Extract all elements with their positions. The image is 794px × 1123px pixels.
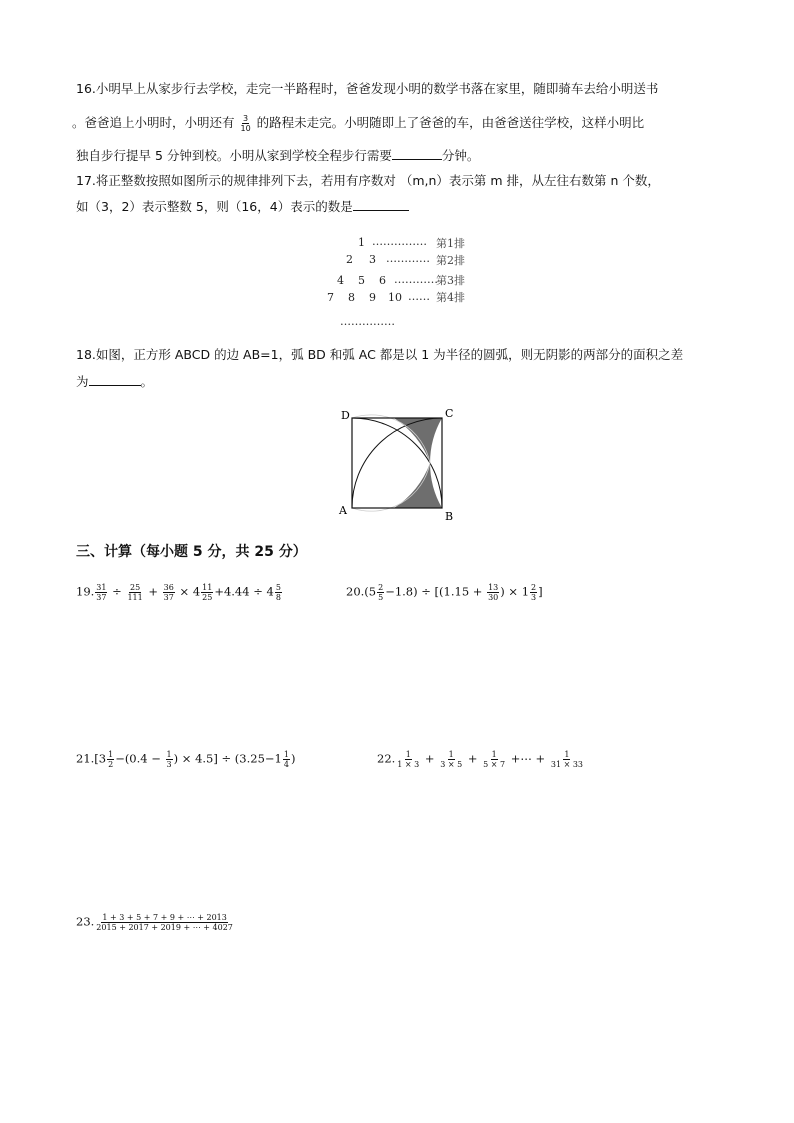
frac-den: 1 × 3 xyxy=(397,760,420,769)
frac-den: 2 xyxy=(108,760,114,769)
q16-fraction-num: 3 xyxy=(243,114,249,123)
pattern-row-label: 第4排 xyxy=(436,291,465,304)
q23-fraction xyxy=(95,913,234,932)
frac-num: 1 xyxy=(405,750,411,759)
pattern-number: 6 xyxy=(379,274,386,287)
q17-answer-blank xyxy=(353,198,409,211)
q17-line2 xyxy=(76,198,409,215)
pattern-row-label: 第2排 xyxy=(436,254,465,267)
q17-line2-text: 如（3，2）表示整数 5，则（16，4）表示的数是 xyxy=(76,199,353,214)
q18-line1: 18.如图，正方形 ABCD 的边 AB=1，弧 BD 和弧 AC 都是以 1 为半径的圆弧，则无阴影的两部分的面积之差 xyxy=(76,347,684,362)
frac-den: 5 xyxy=(378,593,384,602)
frac-den: 2015 + 2017 + 2019 + ⋯ + 4027 xyxy=(96,923,233,932)
pattern-number: 1 xyxy=(358,236,365,249)
q20-mixed1 xyxy=(377,583,384,602)
pattern-number: 5 xyxy=(358,274,365,287)
q16-line3-a: 独自步行提早 5 分钟到校。小明从家到学校全程步行需要 xyxy=(76,148,392,163)
frac-den: 4 xyxy=(283,760,289,769)
q20-frac xyxy=(487,583,499,602)
pattern-number: 4 xyxy=(337,274,344,287)
frac-den: 3 × 5 xyxy=(440,760,463,769)
q16-line3-b: 分钟。 xyxy=(441,148,480,163)
frac-den: 3 xyxy=(531,593,537,602)
mixed-whole: 4 xyxy=(192,584,201,599)
mixed-whole: 5 xyxy=(368,584,377,599)
pattern-number: 2 xyxy=(346,253,353,266)
section-heading: 三、计算（每小题 5 分，共 25 分） xyxy=(76,544,307,560)
operator: ÷ xyxy=(112,584,122,599)
q18-line2-b: 。 xyxy=(140,374,154,389)
operator-ellipsis: +⋯ + xyxy=(510,751,546,766)
label-b: B xyxy=(445,510,454,523)
frac-num: 2 xyxy=(531,583,537,592)
q16-line2-a: 。爸爸追上小明时，小明还有 xyxy=(72,115,235,130)
q19-mixed1 xyxy=(201,583,213,602)
frac-num: 13 xyxy=(488,583,499,592)
pattern-dots: …………… xyxy=(372,235,427,248)
q18-line2 xyxy=(76,373,153,390)
q21-mixed1 xyxy=(107,750,114,769)
frac-num: 1 xyxy=(448,750,454,759)
frac-num: 5 xyxy=(275,583,281,592)
q20-mixed2 xyxy=(530,583,537,602)
q21-part3: ) xyxy=(290,751,296,766)
pattern-number: 10 xyxy=(388,291,402,304)
pattern-dots: …………… xyxy=(340,315,395,328)
q21-part2: ) × 4.5] ÷ (3.25−1 xyxy=(173,751,282,766)
q21-number: 21.[3 xyxy=(76,751,107,766)
pattern-number: 8 xyxy=(348,291,355,304)
frac-den: 37 xyxy=(96,593,107,602)
pattern-dots: ………… xyxy=(386,252,430,265)
q18-line2-a: 为 xyxy=(76,374,89,389)
frac-num: 1 xyxy=(491,750,497,759)
operator: + xyxy=(467,751,478,766)
q16-fraction-den: 10 xyxy=(240,124,251,133)
frac-num: 2 xyxy=(378,583,384,592)
frac-num: 1 xyxy=(166,750,172,759)
q16-fraction xyxy=(240,114,252,133)
q20-part1: −1.8) ÷ [(1.15 + xyxy=(385,584,483,599)
q21-part1: −(0.4 − xyxy=(115,751,161,766)
operator: + xyxy=(148,584,159,599)
q23-expression xyxy=(76,913,235,932)
q19-frac2 xyxy=(126,583,143,602)
frac-num: 1 xyxy=(108,750,114,759)
label-c: C xyxy=(445,407,454,420)
q16-line3 xyxy=(76,147,479,164)
pattern-row-label: 第3排 xyxy=(436,274,465,287)
q21-expression xyxy=(76,750,295,769)
frac-num: 36 xyxy=(163,583,174,592)
frac-num: 1 + 3 + 5 + 7 + 9 + ⋯ + 2013 xyxy=(102,913,227,922)
frac-den: 25 xyxy=(202,593,213,602)
q22-number: 22. xyxy=(377,751,396,766)
q19-frac3 xyxy=(163,583,175,602)
q16-line2 xyxy=(72,114,644,133)
label-d: D xyxy=(341,409,350,422)
label-a: A xyxy=(339,504,347,517)
frac-den: 8 xyxy=(275,593,281,602)
q22-last-term xyxy=(550,750,584,769)
q23-number: 23. xyxy=(76,914,95,929)
frac-den: 30 xyxy=(488,593,499,602)
operator: × xyxy=(179,584,190,599)
pattern-number: 9 xyxy=(369,291,376,304)
q22-term xyxy=(396,750,420,769)
q16-line2-b: 的路程未走完。小明随即上了爸爸的车，由爸爸送往学校，这样小明比 xyxy=(256,115,645,130)
frac-den: 3 xyxy=(166,760,172,769)
q20-part3: ] xyxy=(538,584,543,599)
q22-term xyxy=(439,750,463,769)
pattern-dots: …… xyxy=(408,290,430,303)
square-arc-figure xyxy=(336,404,460,524)
q16-line1: 16.小明早上从家步行去学校，走完一半路程时，爸爸发现小明的数学书落在家里，随即骑车去给小明送书 xyxy=(76,81,659,96)
q21-frac xyxy=(166,750,173,769)
pattern-row-label: 第1排 xyxy=(436,237,465,250)
q17-line1: 17.将正整数按照如图所示的规律排列下去，若用有序数对 （m,n）表示第 m 排，从左往右数第 n 个数， xyxy=(76,173,660,188)
q19-frac1 xyxy=(95,583,107,602)
mixed-whole: 4 xyxy=(266,584,274,599)
q16-answer-blank xyxy=(392,147,442,160)
frac-den: 111 xyxy=(127,593,143,602)
frac-num: 11 xyxy=(202,583,213,592)
pattern-number: 3 xyxy=(369,253,376,266)
frac-num: 1 xyxy=(564,750,570,759)
frac-den: 31 × 33 xyxy=(550,760,584,769)
frac-num: 31 xyxy=(96,583,107,592)
q22-expression xyxy=(377,750,585,769)
operator: + xyxy=(424,751,435,766)
q20-number: 20.( xyxy=(346,584,369,599)
q21-mixed2 xyxy=(283,750,290,769)
q18-answer-blank xyxy=(89,373,141,386)
frac-num: 1 xyxy=(283,750,289,759)
frac-den: 5 × 7 xyxy=(483,760,506,769)
q19-number: 19. xyxy=(76,584,95,599)
q19-mixed2 xyxy=(275,583,282,602)
frac-den: 37 xyxy=(163,593,174,602)
number-triangle-figure xyxy=(320,232,480,332)
q22-term xyxy=(482,750,506,769)
frac-num: 25 xyxy=(129,583,141,592)
pattern-number: 7 xyxy=(327,291,334,304)
q20-part2: ) × 1 xyxy=(500,584,530,599)
q20-expression xyxy=(346,583,543,602)
operator: +4.44 ÷ xyxy=(214,584,263,599)
q19-expression xyxy=(76,583,283,602)
pattern-dots: ………… xyxy=(394,273,438,286)
